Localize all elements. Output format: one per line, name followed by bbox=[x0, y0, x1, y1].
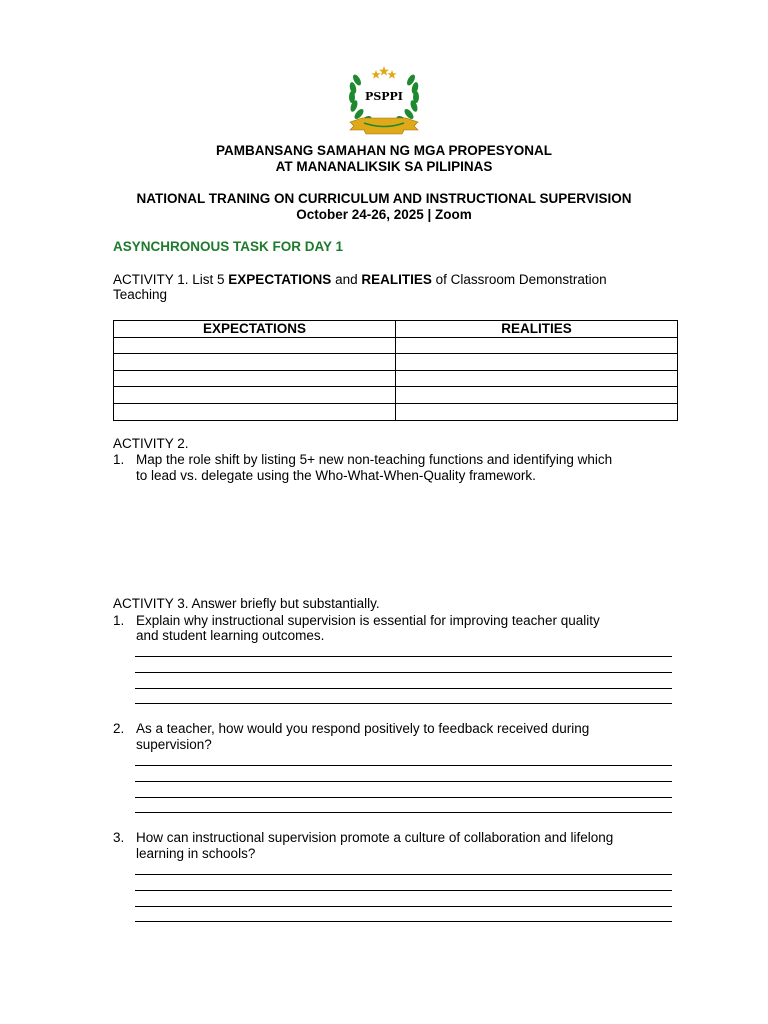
table-row bbox=[114, 370, 678, 387]
answer-line[interactable] bbox=[135, 703, 672, 704]
reality-cell[interactable] bbox=[396, 370, 678, 387]
event-date: October 24-26, 2025 | Zoom bbox=[296, 207, 472, 222]
reality-cell[interactable] bbox=[396, 337, 678, 354]
table-row bbox=[114, 337, 678, 354]
answer-line[interactable] bbox=[135, 890, 672, 891]
question-2-line1: As a teacher, how would you respond positively to feedback received during bbox=[136, 721, 590, 736]
question-1-line1: Explain why instructional supervision is essential for improving teacher quality bbox=[136, 613, 600, 628]
table-header-row bbox=[114, 321, 678, 338]
question-1-line2: and student learning outcomes. bbox=[136, 628, 325, 643]
expectation-cell[interactable] bbox=[114, 354, 396, 371]
question-number: 2. bbox=[113, 721, 125, 736]
answer-line[interactable] bbox=[135, 672, 672, 673]
answer-line[interactable] bbox=[135, 797, 672, 798]
expectations-header: EXPECTATIONS bbox=[114, 321, 396, 338]
answer-line[interactable] bbox=[135, 812, 672, 813]
answer-line[interactable] bbox=[135, 765, 672, 766]
event-title: NATIONAL TRANING ON CURRICULUM AND INSTRUCTIONAL SUPERVISION bbox=[136, 191, 632, 206]
pspi-logo bbox=[344, 64, 424, 136]
activity2-item-line2: to lead vs. delegate using the Who-What-When-Quality framework. bbox=[136, 468, 536, 483]
activity1-mid: and bbox=[331, 272, 362, 287]
activity1-expectations-word: EXPECTATIONS bbox=[228, 272, 332, 287]
reality-cell[interactable] bbox=[396, 387, 678, 404]
org-name-line-1: PAMBANSANG SAMAHAN NG MGA PROPESYONAL bbox=[215, 143, 552, 158]
expectations-realities-table bbox=[113, 320, 678, 421]
table-row bbox=[114, 403, 678, 420]
question-number: 1. bbox=[113, 613, 125, 628]
activity2-item-line1: Map the role shift by listing 5+ new non-teaching functions and identifying which bbox=[136, 452, 613, 467]
org-name-line-2: AT MANANALIKSIK SA PILIPINAS bbox=[275, 159, 493, 174]
answer-line[interactable] bbox=[135, 781, 672, 782]
activity1-suffix: of Classroom Demonstration bbox=[431, 272, 607, 287]
expectation-cell[interactable] bbox=[114, 337, 396, 354]
activity2-heading: ACTIVITY 2. bbox=[113, 436, 189, 451]
question-number: 3. bbox=[113, 830, 125, 845]
question-3-line2: learning in schools? bbox=[136, 846, 256, 861]
expectation-cell[interactable] bbox=[114, 403, 396, 420]
activity1-instruction-line2: Teaching bbox=[113, 287, 168, 302]
task-title: ASYNCHRONOUS TASK FOR DAY 1 bbox=[113, 239, 344, 254]
activity1-realities-word: REALITIES bbox=[361, 272, 432, 287]
svg-text:PSPPI: PSPPI bbox=[365, 90, 403, 103]
answer-line[interactable] bbox=[135, 688, 672, 689]
activity3-heading: ACTIVITY 3. Answer briefly but substantially. bbox=[113, 596, 380, 611]
realities-header: REALITIES bbox=[396, 321, 678, 338]
question-3-line1: How can instructional supervision promote a culture of collaboration and lifelong bbox=[136, 830, 614, 845]
reality-cell[interactable] bbox=[396, 354, 678, 371]
answer-line[interactable] bbox=[135, 874, 672, 875]
question-2-line2: supervision? bbox=[136, 737, 212, 752]
table-row bbox=[114, 387, 678, 404]
activity2-item-number: 1. bbox=[113, 452, 125, 467]
activity1-instruction bbox=[113, 272, 683, 288]
answer-line[interactable] bbox=[135, 921, 672, 922]
expectation-cell[interactable] bbox=[114, 387, 396, 404]
activity1-prefix: ACTIVITY 1. List 5 bbox=[113, 272, 229, 287]
answer-line[interactable] bbox=[135, 906, 672, 907]
expectation-cell[interactable] bbox=[114, 370, 396, 387]
table-row bbox=[114, 354, 678, 371]
reality-cell[interactable] bbox=[396, 403, 678, 420]
answer-line[interactable] bbox=[135, 656, 672, 657]
